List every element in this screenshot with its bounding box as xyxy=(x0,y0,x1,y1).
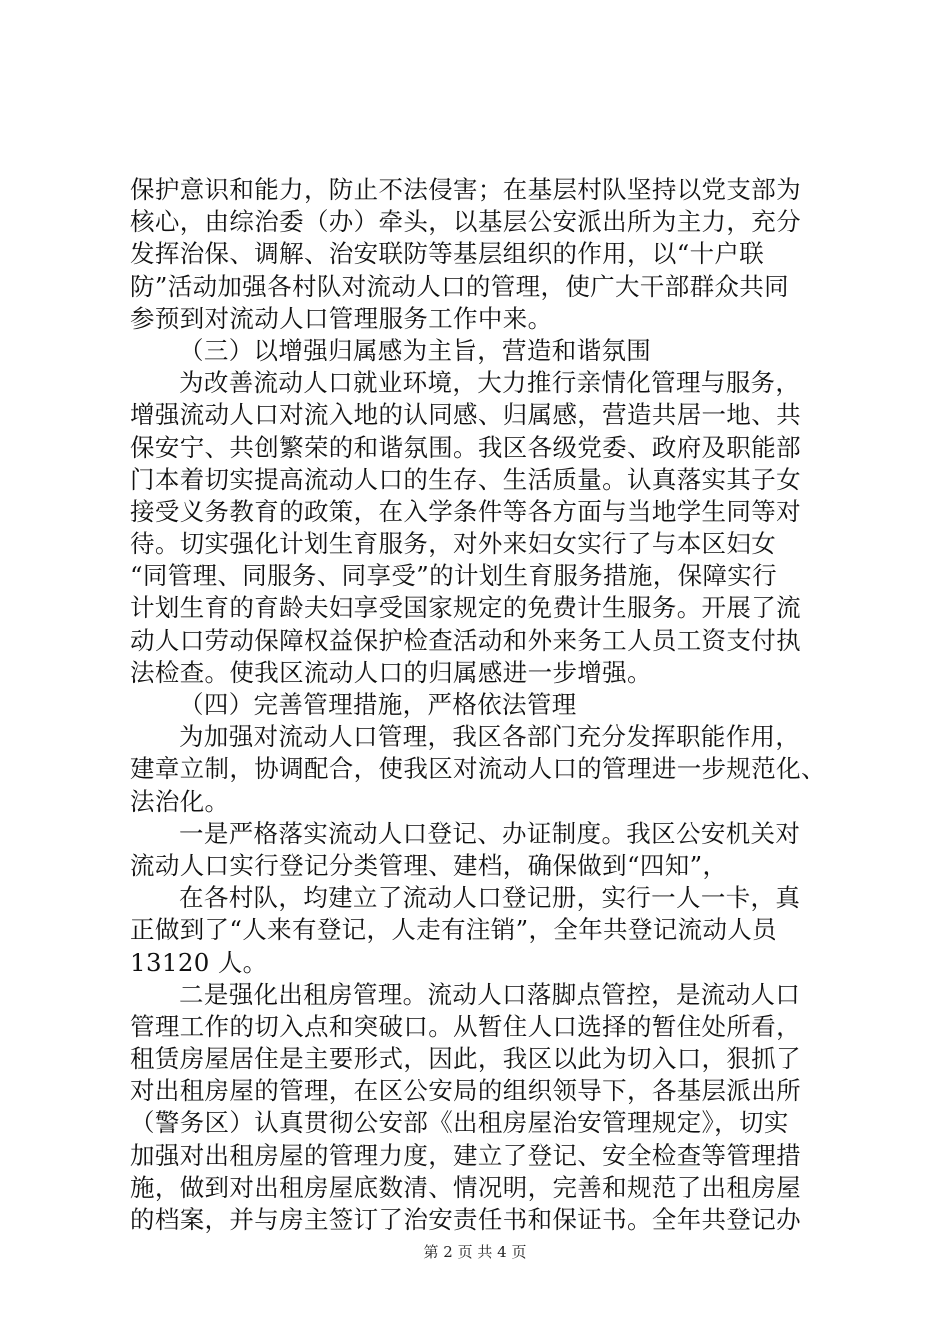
document-body xyxy=(130,174,830,1236)
text-line: 待。切实强化计划生育服务，对外来妇女实行了与本区妇女 xyxy=(130,529,777,559)
section-heading-3: （三）以增强归属感为主旨，营造和谐氛围 xyxy=(179,335,652,365)
paragraph-start: 为改善流动人口就业环境，大力推行亲情化管理与服务， xyxy=(179,368,801,398)
text-line: 增强流动人口对流入地的认同感、归属感，营造共居一地、共 xyxy=(130,400,801,430)
text-line: 流动人口实行登记分类管理、建档，确保做到“四知”， xyxy=(130,850,728,880)
text-line: 对出租房屋的管理，在区公安局的组织领导下，各基层派出所 xyxy=(130,1076,801,1106)
section-heading-4: （四）完善管理措施，严格依法管理 xyxy=(179,690,577,719)
text-line: 接受义务教育的政策，在入学条件等各方面与当地学生同等对 xyxy=(130,496,801,526)
text-line: 核心，由综治委（办）牵头，以基层公安派出所为主力，充分 xyxy=(130,207,801,237)
text-line: 加强对出租房屋的管理力度，建立了登记、安全检查等管理措 xyxy=(130,1140,801,1170)
paragraph-start: 为加强对流动人口管理，我区各部门充分发挥职能作用， xyxy=(179,722,801,752)
text-line: 计划生育的育龄夫妇享受国家规定的免费计生服务。开展了流 xyxy=(130,593,801,623)
text-line: 保护意识和能力，防止不法侵害；在基层村队坚持以党支部为 xyxy=(130,175,801,204)
text-line: 13120 人。 xyxy=(130,947,268,977)
text-line: 建章立制，协调配合，使我区对流动人口的管理进一步规范化、 xyxy=(130,754,826,784)
text-line: 的档案，并与房主签订了治安责任书和保证书。全年共登记办 xyxy=(130,1205,801,1234)
paragraph-start: 二是强化出租房管理。流动人口落脚点管控，是流动人口 xyxy=(179,979,801,1009)
text-line: （警务区）认真贯彻公安部《出租房屋治安管理规定》，切实 xyxy=(130,1108,789,1138)
text-line: 法检查。使我区流动人口的归属感进一步增强。 xyxy=(130,657,652,687)
text-line: 发挥治保、调解、治安联防等基层组织的作用，以“十户联 xyxy=(130,239,765,269)
text-line: “同管理、同服务、同享受”的计划生育服务措施，保障实行 xyxy=(130,561,777,591)
paragraph-start: 一是严格落实流动人口登记、办证制度。我区公安机关对 xyxy=(179,818,801,848)
page-number-footer: 第 2 页 共 4 页 xyxy=(423,1243,527,1261)
text-line: 动人口劳动保障权益保护检查活动和外来务工人员工资支付执 xyxy=(130,625,801,655)
text-line: 防”活动加强各村队对流动人口的管理，使广大干部群众共同 xyxy=(130,271,789,301)
paragraph-start: 在各村队，均建立了流动人口登记册，实行一人一卡，真 xyxy=(179,883,801,913)
text-line: 租赁房屋居住是主要形式，因此，我区以此为切入口，狠抓了 xyxy=(130,1044,801,1074)
text-line: 管理工作的切入点和突破口。从暂住人口选择的暂住处所看， xyxy=(130,1011,801,1041)
text-line: 正做到了“人来有登记，人走有注销”，全年共登记流动人员 xyxy=(130,915,777,945)
text-line: 施，做到对出租房屋底数清、情况明，完善和规范了出租房屋 xyxy=(130,1172,801,1202)
text-line: 参预到对流动人口管理服务工作中来。 xyxy=(130,303,553,333)
text-line: 法治化。 xyxy=(130,786,230,816)
text-line: 保安宁、共创繁荣的和谐氛围。我区各级党委、政府及职能部 xyxy=(130,432,801,462)
text-line: 门本着切实提高流动人口的生存、生活质量。认真落实其子女 xyxy=(130,464,801,494)
